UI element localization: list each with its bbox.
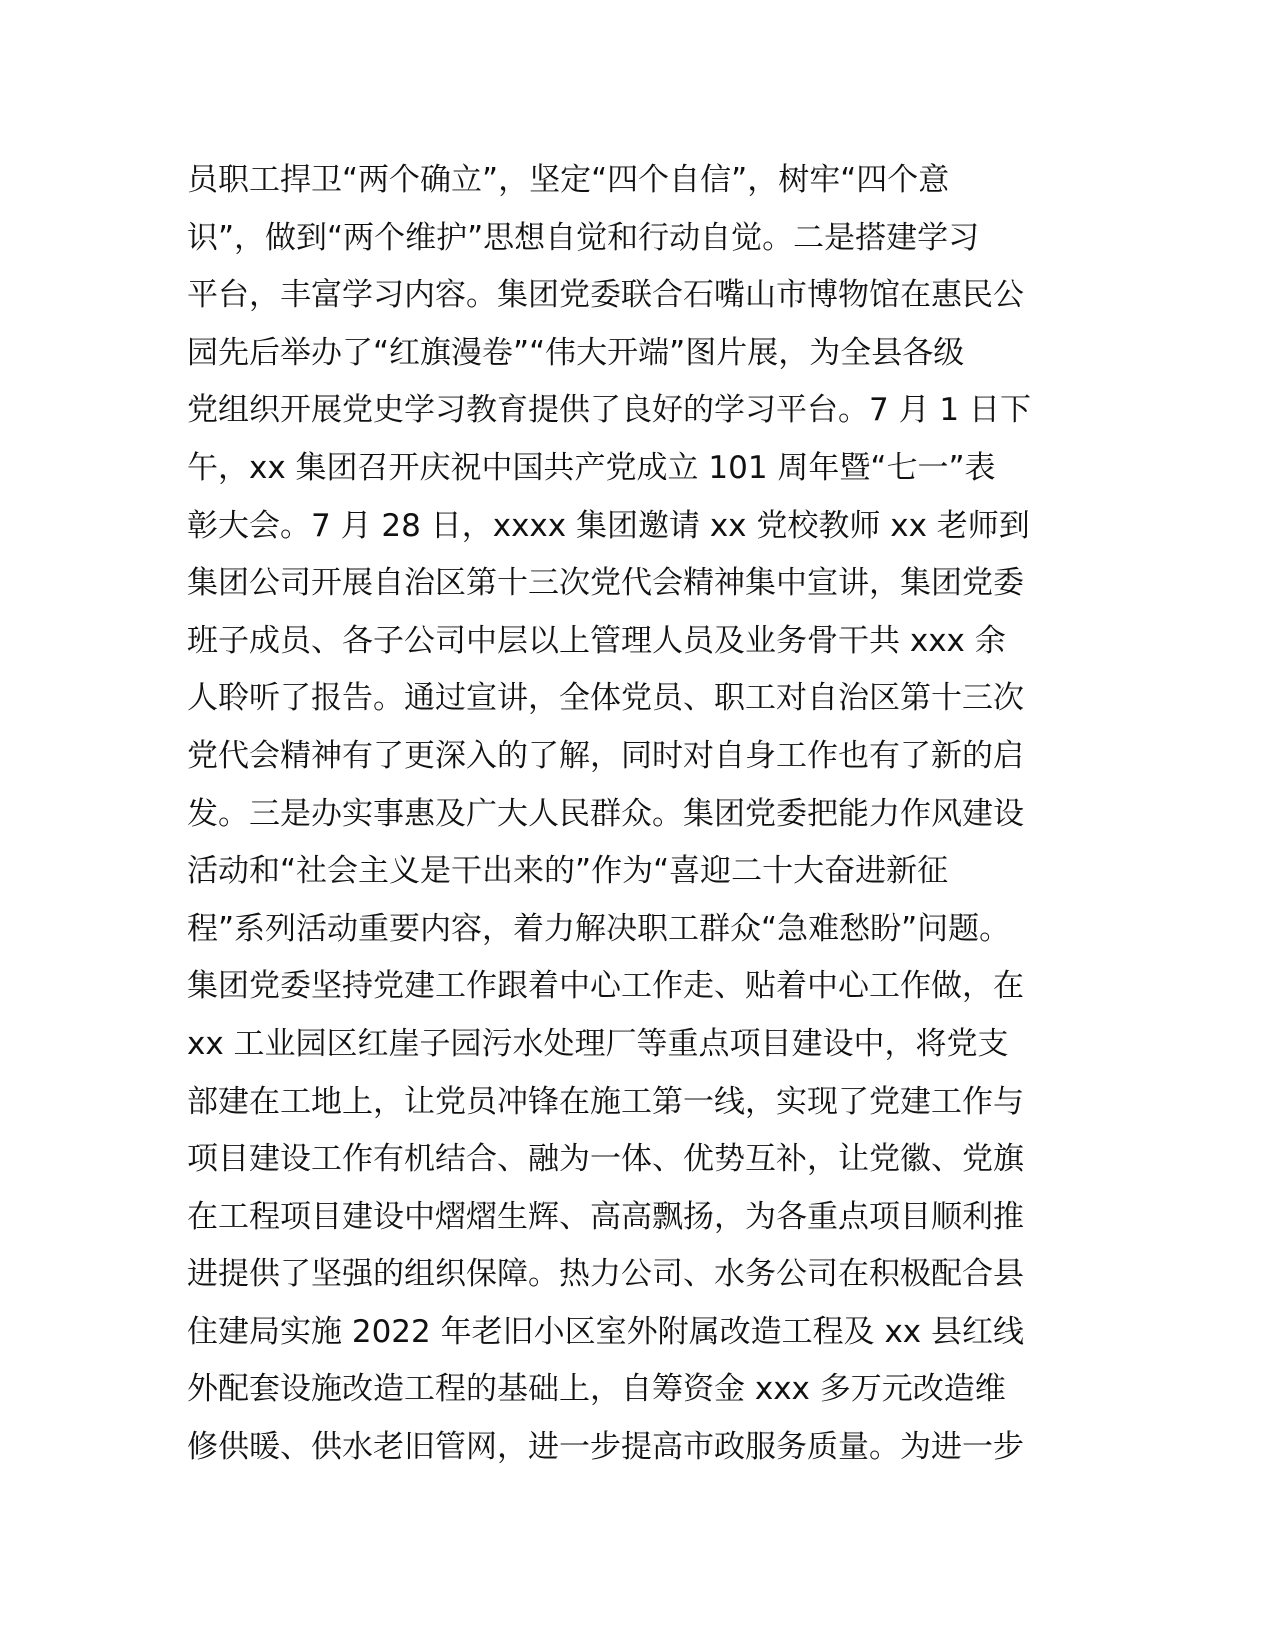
text-line: 员职工捍卫“两个确立”，坚定“四个自信”，树牢“四个意	[187, 162, 950, 198]
text-line: 园先后举办了“红旗漫卷”“伟大开端”图片展，为全县各级	[187, 334, 965, 371]
text-line: xx 工业园区红崖子园污水处理厂等重点项目建设中，将党支	[187, 1025, 1009, 1062]
body-paragraph	[187, 152, 1087, 1477]
text-line: 彰大会。7 月 28 日，xxxx 集团邀请 xx 党校教师 xx 老师到	[187, 507, 1030, 544]
text-line: 午，xx 集团召开庆祝中国共产党成立 101 周年暨“七一”表	[187, 449, 996, 486]
text-line: 集团公司开展自治区第十三次党代会精神集中宣讲，集团党委	[187, 565, 1024, 602]
text-line: 部建在工地上，让党员冲锋在施工第一线，实现了党建工作与	[187, 1083, 1024, 1120]
text-line: 进提供了坚强的组织保障。热力公司、水务公司在积极配合县	[187, 1256, 1024, 1293]
text-line: 修供暖、供水老旧管网，进一步提高市政服务质量。为进一步	[187, 1429, 1024, 1466]
text-line: 在工程项目建设中熠熠生辉、高高飘扬，为各重点项目顺利推	[187, 1198, 1024, 1235]
text-line: 住建局实施 2022 年老旧小区室外附属改造工程及 xx 县红线	[187, 1313, 1024, 1350]
text-line: 党代会精神有了更深入的了解，同时对自身工作也有了新的启	[187, 737, 1024, 774]
text-line: 党组织开展党史学习教育提供了良好的学习平台。7 月 1 日下	[187, 392, 1032, 429]
text-line: 平台，丰富学习内容。集团党委联合石嘴山市博物馆在惠民公	[187, 277, 1024, 314]
text-line: 班子成员、各子公司中层以上管理人员及业务骨干共 xxx 余	[187, 622, 1006, 659]
text-line: 外配套设施改造工程的基础上，自筹资金 xxx 多万元改造维	[187, 1371, 1006, 1408]
text-line: 程”系列活动重要内容，着力解决职工群众“急难愁盼”问题。	[187, 910, 1011, 947]
text-line: 活动和“社会主义是干出来的”作为“喜迎二十大奋进新征	[187, 853, 949, 890]
text-line: 发。三是办实事惠及广大人民群众。集团党委把能力作风建设	[187, 795, 1024, 832]
text-line: 识”，做到“两个维护”思想自觉和行动自觉。二是搭建学习	[187, 219, 980, 256]
text-line: 项目建设工作有机结合、融为一体、优势互补，让党徽、党旗	[187, 1141, 1024, 1178]
text-line: 人聆听了报告。通过宣讲，全体党员、职工对自治区第十三次	[187, 680, 1024, 717]
text-line: 集团党委坚持党建工作跟着中心工作走、贴着中心工作做，在	[187, 968, 1024, 1005]
